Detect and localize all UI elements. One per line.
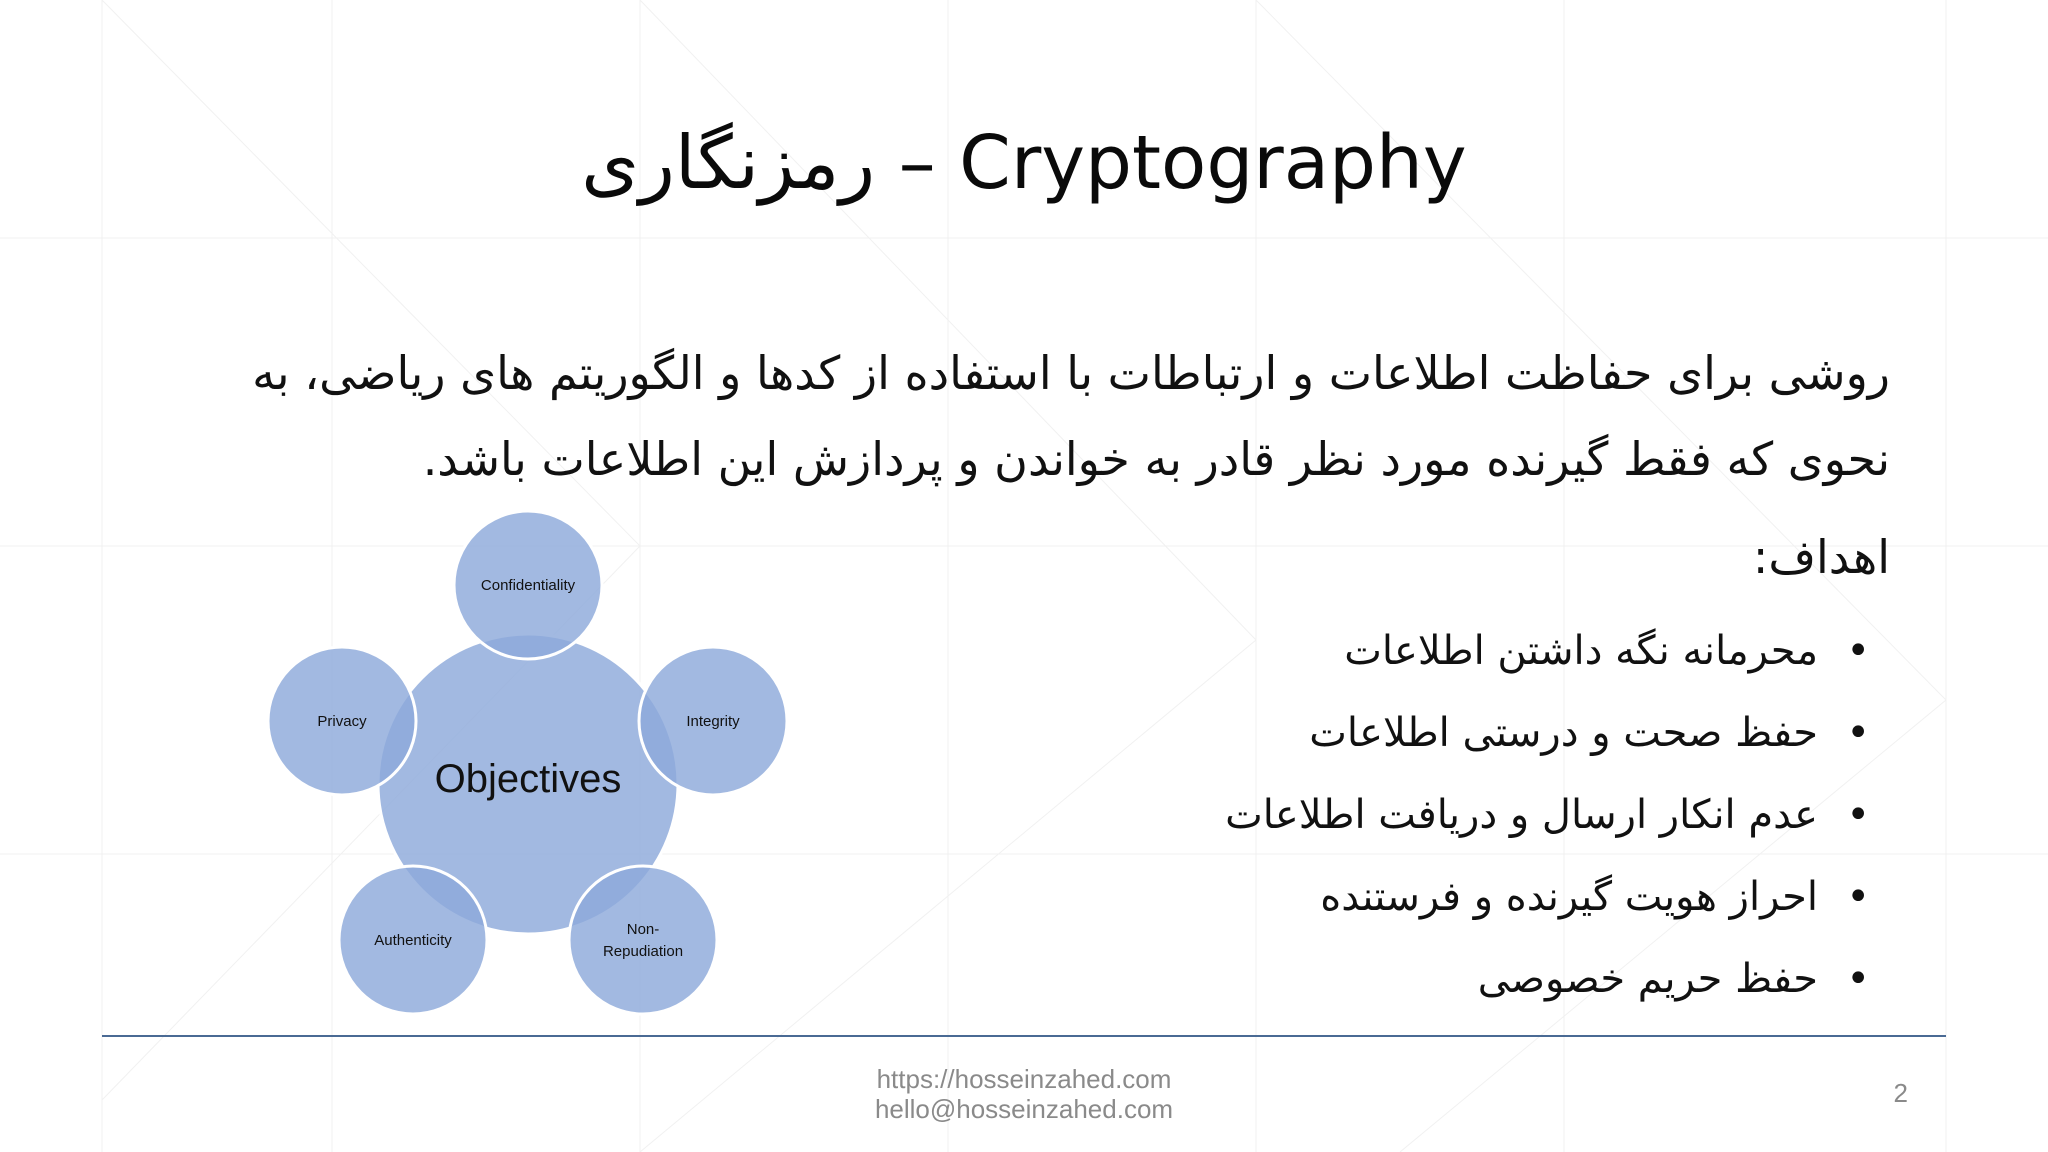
list-item-text: احراز هویت گیرنده و فرستنده bbox=[1320, 874, 1818, 920]
non-repudiation-label-2: Repudiation bbox=[602, 943, 684, 960]
list-item-text: محرمانه نگه داشتن اطلاعات bbox=[1344, 628, 1818, 674]
bullet-icon: • bbox=[1846, 628, 1870, 674]
non-repudiation-label-1: Non- bbox=[626, 921, 660, 938]
slide-title: رمزنگاری – Cryptography bbox=[581, 120, 1467, 206]
non-repudiation-circle bbox=[569, 866, 717, 1014]
bullet-icon: • bbox=[1846, 792, 1870, 838]
confidentiality-label: Confidentiality bbox=[480, 577, 576, 594]
intro-paragraph: روشی برای حفاظت اطلاعات و ارتباطات با استفاده از کدها و الگوریتم های ریاضی، به نحوی که فقط گیرنده مورد نظر قادر به خواندن و پردازش این اطلاعات باشد. bbox=[252, 346, 1890, 486]
objectives-heading: اهداف: bbox=[1752, 530, 1890, 584]
list-item bbox=[718, 610, 1870, 692]
bullet-icon: • bbox=[1846, 956, 1870, 1002]
page-number: 2 bbox=[1893, 1078, 1908, 1108]
footer-url[interactable]: https://hosseinzahed.com bbox=[876, 1064, 1172, 1094]
objectives-list bbox=[718, 610, 1870, 1020]
privacy-label: Privacy bbox=[317, 713, 367, 730]
list-item bbox=[718, 856, 1870, 938]
footer-contact bbox=[824, 1064, 1224, 1124]
list-item bbox=[718, 774, 1870, 856]
footer-email[interactable]: hello@hosseinzahed.com bbox=[874, 1094, 1174, 1124]
list-item-text: حفظ صحت و درستی اطلاعات bbox=[1309, 710, 1818, 756]
authenticity-label: Authenticity bbox=[374, 932, 452, 949]
list-item-text: حفظ حریم خصوصی bbox=[1477, 956, 1818, 1002]
integrity-label: Integrity bbox=[686, 713, 740, 730]
footer-divider bbox=[102, 1035, 1946, 1037]
center-label: Objectives bbox=[434, 757, 622, 801]
list-item bbox=[718, 692, 1870, 774]
list-item bbox=[718, 938, 1870, 1020]
objectives-diagram bbox=[250, 500, 810, 1030]
bullet-icon: • bbox=[1846, 710, 1870, 756]
bullet-icon: • bbox=[1846, 874, 1870, 920]
list-item-text: عدم انکار ارسال و دریافت اطلاعات bbox=[1225, 792, 1818, 838]
